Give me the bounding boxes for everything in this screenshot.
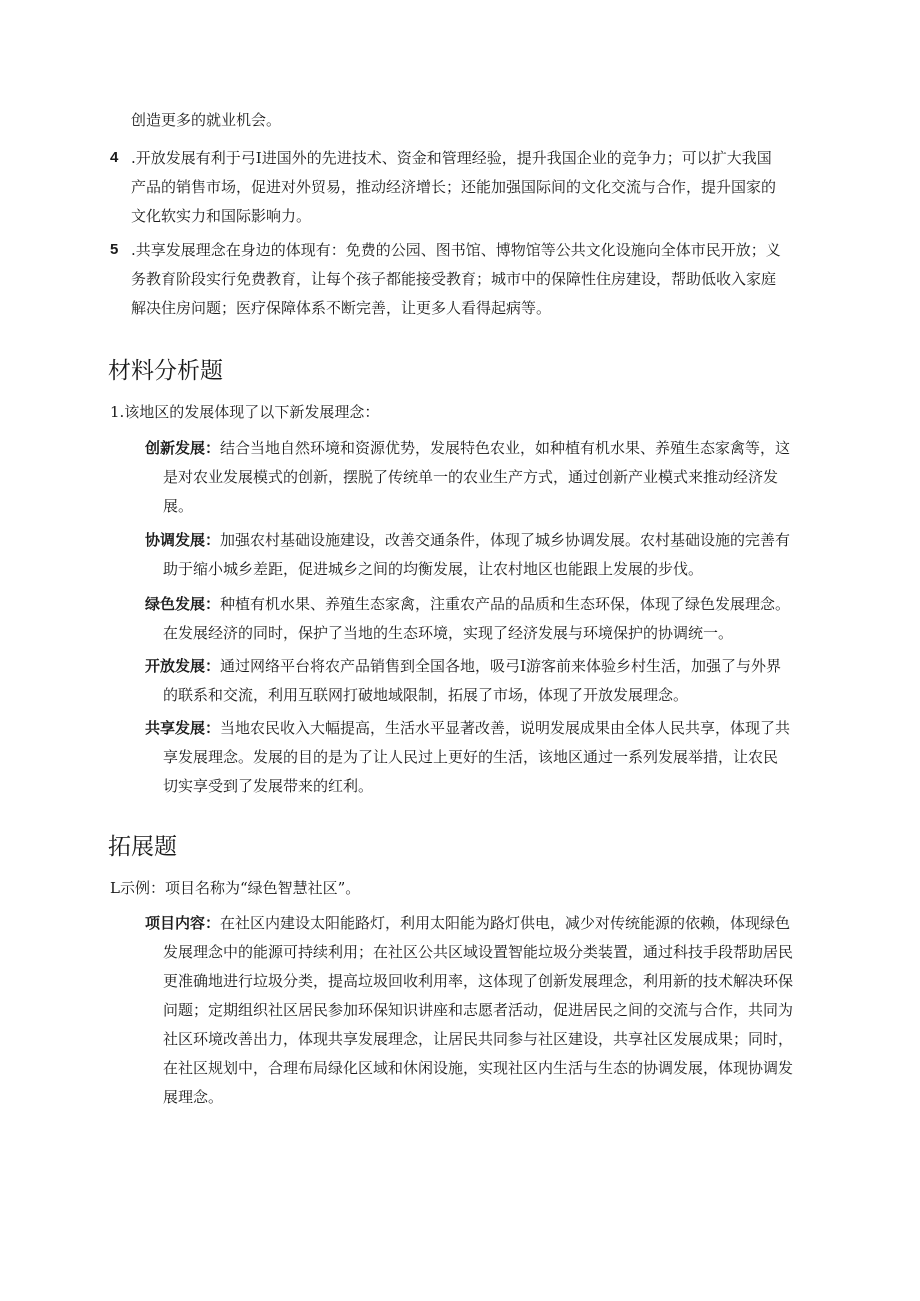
project-term: 项目内容： <box>145 914 221 932</box>
item-text-line: 文化软实力和国际影响力。 <box>131 207 312 225</box>
point-text: 通过网络平台将农产品销售到全国各地，吸弓I游客前来体验乡村生活，加强了与外界 <box>220 657 781 675</box>
item-text-line: .共享发展理念在身边的体现有：免费的公园、图书馆、博物馆等公共文化设施向全体市民开放；义 <box>131 241 781 259</box>
point-text: 结合当地自然环境和资源优势，发展特色农业，如种植有机水果、养殖生态家禽等，这 <box>220 439 791 457</box>
project-text-line: 展理念。 <box>163 1088 224 1106</box>
project-text-line: 发展理念中的能源可持续利用；在社区公共区域设置智能垃圾分类装置，通过科技手段帮助居民 <box>163 943 794 961</box>
item-number: 4 <box>110 149 119 166</box>
point-text-line: 的联系和交流，利用互联网打破地域限制，拓展了市场，体现了开放发展理念。 <box>163 686 689 704</box>
point-text-line: 助于缩小城乡差距，促进城乡之间的均衡发展，让农村地区也能跟上发展的步伐。 <box>163 560 704 578</box>
section-heading-extension: 拓展题 <box>108 834 177 860</box>
item-number: 5 <box>110 241 119 258</box>
point-text: 当地农民收入大幅提高，生活水平显著改善，说明发展成果由全体人民共享，体现了共 <box>220 719 791 737</box>
point-term: 开放发展： <box>145 657 221 675</box>
point-first-line <box>145 438 790 458</box>
point-first-line <box>145 530 790 550</box>
point-text-line: 在发展经济的同时，保护了当地的生态环境，实现了经济发展与环境保护的协调统一。 <box>163 624 734 642</box>
section-heading-material: 材料分析题 <box>108 358 223 384</box>
point-first-line <box>145 594 790 614</box>
project-first-line <box>145 913 790 933</box>
project-text-line: 在社区规划中，合理布局绿化区域和休闲设施，实现社区内生活与生态的协调发展，体现协调发 <box>163 1059 794 1077</box>
point-text: 加强农村基础设施建设，改善交通条件，体现了城乡协调发展。农村基础设施的完善有 <box>220 531 791 549</box>
point-first-line <box>145 656 781 676</box>
point-text-line: 是对农业发展模式的创新，摆脱了传统单一的农业生产方式，通过创新产业模式来推动经济发 <box>163 468 779 486</box>
point-term: 协调发展： <box>145 531 221 549</box>
continuation-text: 创造更多的就业机会。 <box>131 111 282 129</box>
point-first-line <box>145 718 790 738</box>
item-text-line: 解决住房问题；医疗保障体系不断完善，让更多人看得起病等。 <box>131 299 552 317</box>
project-text-line: 社区环境改善出力，体现共享发展理念，让居民共同参与社区建设，共享社区发展成果；同时， <box>163 1030 794 1048</box>
project-text-line: 问题；定期组织社区居民参加环保知识讲座和志愿者活动，促进居民之间的交流与合作，共同为 <box>163 1001 794 1019</box>
point-term: 绿色发展： <box>145 595 221 613</box>
point-text-line: 切实享受到了发展带来的红利。 <box>163 777 374 795</box>
project-text: 在社区内建设太阳能路灯，利用太阳能为路灯供电，减少对传统能源的依赖，体现绿色 <box>220 914 791 932</box>
item-text-line: 务教育阶段实行免费教育，让每个孩子都能接受教育；城市中的保障性住房建设，帮助低收入家庭 <box>131 270 777 288</box>
point-text: 种植有机水果、养殖生态家禽，注重农产品的品质和生态环保，体现了绿色发展理念。 <box>220 595 791 613</box>
point-term: 共享发展： <box>145 719 221 737</box>
point-text-line: 展。 <box>163 497 194 515</box>
point-term: 创新发展： <box>145 439 221 457</box>
item-text-line: 产品的销售市场，促进对外贸易，推动经济增长；还能加强国际间的文化交流与合作，提升国家的 <box>131 178 777 196</box>
project-text-line: 更准确地进行垃圾分类，提高垃圾回收利用率，这体现了创新发展理念，利用新的技术解决环保 <box>163 972 794 990</box>
material-intro: 1.该地区的发展体现了以下新发展理念： <box>110 403 380 421</box>
item-text-line: .开放发展有利于弓I进国外的先进技术、资金和管理经验，提升我国企业的竞争力；可以扩大我国 <box>131 149 772 167</box>
point-text-line: 享发展理念。发展的目的是为了让人民过上更好的生活，该地区通过一系列发展举措，让农民 <box>163 748 779 766</box>
extension-intro: L示例：项目名称为“绿色智慧社区”。 <box>110 879 361 897</box>
